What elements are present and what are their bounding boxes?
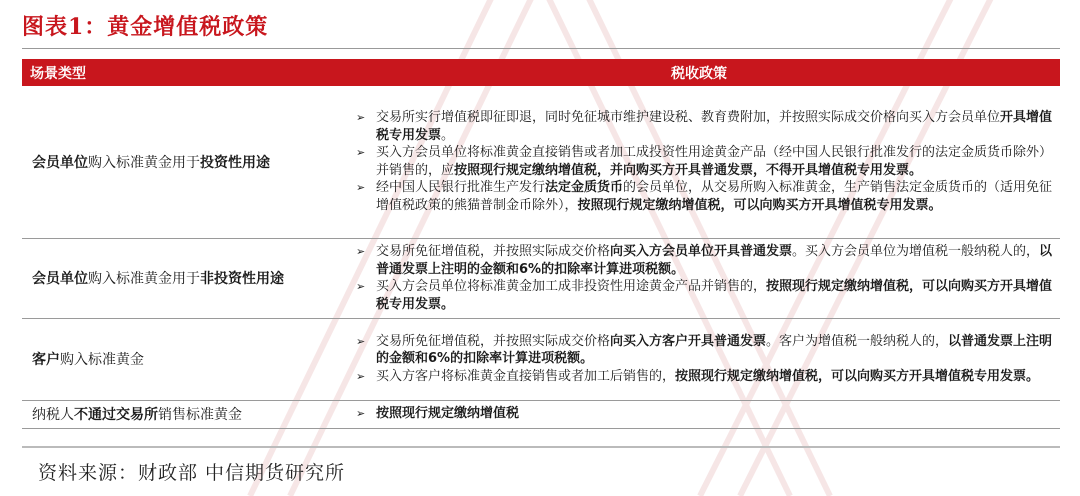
bold-text-run: 法定金质货币 xyxy=(545,180,624,196)
bold-text-run: 开具增值税专用发票 xyxy=(376,110,1053,143)
bullet-arrow-icon: ➢ xyxy=(356,369,366,383)
bold-text-run: 客户 xyxy=(32,352,60,368)
page-title: 图表1：黄金增值税政策 xyxy=(22,14,269,40)
bold-text-run: 按照现行规定缴纳增值税，可以向购买方开具增值税专用发票。 xyxy=(376,279,1053,312)
table-row xyxy=(22,400,1060,428)
bullet-arrow-icon: ➢ xyxy=(356,146,366,160)
text-run: 买入方会员单位将标准黄金加工成非投资性用途黄金产品并销售的， xyxy=(376,279,767,294)
bold-text-run: 会员单位 xyxy=(32,154,88,171)
text-run: 买入方客户将标准黄金直接销售或者加工后销售的， xyxy=(376,368,676,384)
policy-cell xyxy=(338,86,1060,238)
header-tax-policy: 税收政策 xyxy=(338,59,1060,86)
bold-text-run: 不通过交易所 xyxy=(74,407,158,423)
policy-bullet xyxy=(356,109,1054,144)
bold-text-run: 按照现行规定缴纳增值税，可以向购买方开具增值税专用发票。 xyxy=(577,197,942,213)
bullet-arrow-icon: ➢ xyxy=(356,111,366,125)
tax-policy-table xyxy=(22,59,1060,429)
policy-bullet xyxy=(356,405,1054,423)
bold-text-run: 按照现行规定缴纳增值税，并向购买方开具普通发票，不得开具增值税专用发票。 xyxy=(454,162,923,178)
table-body xyxy=(22,86,1060,428)
scenario-cell xyxy=(22,86,338,238)
header-scenario-type: 场景类型 xyxy=(22,59,338,86)
table-row xyxy=(22,86,1060,238)
table-header-row xyxy=(22,59,1060,86)
text-run: 的会员单位，从交易所购入标准黄金，生产销售法定金质货币的（适用免征增值税政策的熊猫普制金币除外）， xyxy=(376,180,1053,213)
text-run: 。 xyxy=(441,127,455,143)
text-run: 交易所免征增值税，并按照实际成交价格 xyxy=(376,244,611,259)
policy-bullet xyxy=(356,144,1054,179)
bold-text-run: 以普通发票上注明的金额和6%的扣除率计算进项税额。 xyxy=(376,333,1053,367)
bullet-arrow-icon: ➢ xyxy=(356,334,366,348)
bold-text-run: 向买入方客户开具普通发票 xyxy=(610,333,767,349)
bold-text-run: 按照现行规定缴纳增值税，可以向购买方开具增值税专用发票。 xyxy=(675,368,1040,384)
bullet-arrow-icon: ➢ xyxy=(356,407,366,421)
policy-cell xyxy=(338,238,1060,318)
text-run: 买入方会员单位将标准黄金直接销售或者加工成投资性用途黄金产品（经中国人民银行批准发行的法定金质货币除外）并销售的，应 xyxy=(376,145,1053,178)
scenario-cell xyxy=(22,318,338,400)
bold-text-run: 以普通发票上注明的金额和6%的扣除率计算进项税额。 xyxy=(376,244,1053,277)
title-divider xyxy=(22,48,1060,49)
policy-bullet xyxy=(356,179,1054,214)
policy-bullet xyxy=(356,278,1054,313)
source-note: 资料来源：财政部 中信期货研究所 xyxy=(38,462,346,484)
scenario-cell xyxy=(22,400,338,428)
bullet-arrow-icon: ➢ xyxy=(356,280,366,293)
text-run: 。客户为增值税一般纳税人的， xyxy=(766,333,949,349)
table-row xyxy=(22,318,1060,400)
policy-bullet xyxy=(356,368,1054,386)
policy-bullet xyxy=(356,243,1054,278)
table-bottom-divider xyxy=(22,446,1060,448)
bold-text-run: 会员单位 xyxy=(32,271,88,287)
table-row xyxy=(22,238,1060,318)
bold-text-run: 按照现行规定缴纳增值税 xyxy=(376,406,520,422)
policy-bullet xyxy=(356,333,1054,368)
scenario-cell xyxy=(22,238,338,318)
bold-text-run: 非投资性用途 xyxy=(200,271,284,287)
text-run: 销售标准黄金 xyxy=(158,407,242,423)
text-run: 交易所免征增值税，并按照实际成交价格 xyxy=(376,333,611,349)
text-run: 购入标准黄金用于 xyxy=(88,154,200,171)
text-run: 购入标准黄金 xyxy=(60,352,144,368)
text-run: 经中国人民银行批准生产发行 xyxy=(376,180,546,196)
bold-text-run: 向买入方会员单位开具普通发票 xyxy=(610,244,793,259)
text-run: 购入标准黄金用于 xyxy=(88,271,200,287)
text-run: 纳税人 xyxy=(32,407,74,423)
bold-text-run: 投资性用途 xyxy=(200,154,270,171)
policy-cell xyxy=(338,400,1060,428)
bullet-arrow-icon: ➢ xyxy=(356,181,366,195)
policy-cell xyxy=(338,318,1060,400)
text-run: 交易所实行增值税即征即退，同时免征城市维护建设税、教育费附加，并按照实际成交价格向买入方会员单位 xyxy=(376,110,1001,126)
text-run: 。买入方会员单位为增值税一般纳税人的， xyxy=(792,244,1040,259)
bullet-arrow-icon: ➢ xyxy=(356,245,366,258)
